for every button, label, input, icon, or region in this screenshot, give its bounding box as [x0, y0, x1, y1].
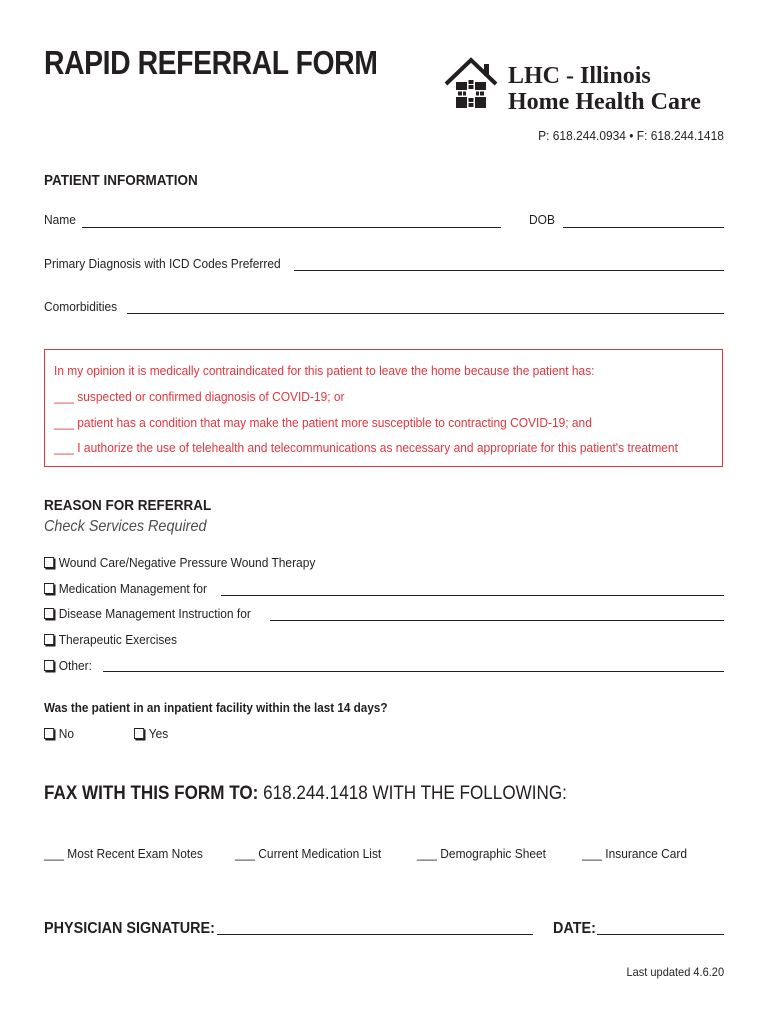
- patient-info-heading: PATIENT INFORMATION: [44, 172, 198, 189]
- inpatient-yes-option[interactable]: Yes: [134, 726, 168, 741]
- service-wound-care[interactable]: Wound Care/Negative Pressure Wound Therapy: [44, 555, 315, 570]
- logo-line-2: Home Health Care: [508, 89, 701, 115]
- diagnosis-field[interactable]: [294, 270, 724, 271]
- service-disease-management[interactable]: Disease Management Instruction for: [44, 606, 251, 621]
- company-logo-text: [508, 63, 701, 115]
- comorbidities-field[interactable]: [127, 313, 724, 314]
- logo-line-1: LHC - Illinois: [508, 63, 651, 89]
- fax-item-medication-list[interactable]: ___ Current Medication List: [235, 846, 382, 861]
- referral-subheading: Check Services Required: [44, 518, 207, 535]
- comorbidities-label: Comorbidities: [44, 299, 118, 314]
- medication-management-field[interactable]: [221, 595, 724, 596]
- fax-instructions: FAX WITH THIS FORM TO: 618.244.1418 WITH THE FOLLOWING:: [44, 783, 567, 804]
- covid-item-telehealth[interactable]: ___ I authorize the use of telehealth and telecommunications as necessary and appropriate for this patient's treatment: [54, 440, 678, 455]
- covid-intro: In my opinion it is medically contraindicated for this patient to leave the home because the patient has:: [54, 363, 595, 378]
- fax-item-insurance-card[interactable]: ___ Insurance Card: [582, 846, 688, 861]
- covid-item-susceptible[interactable]: ___ patient has a condition that may make the patient more susceptible to contracting COVID-19; and: [54, 415, 592, 430]
- referral-heading: REASON FOR REFERRAL: [44, 497, 212, 514]
- fax-item-exam-notes[interactable]: ___ Most Recent Exam Notes: [44, 846, 203, 861]
- other-service-field[interactable]: [103, 671, 724, 672]
- dob-label: DOB: [529, 212, 555, 227]
- covid-item-suspected[interactable]: ___ suspected or confirmed diagnosis of COVID-19; or: [54, 389, 345, 404]
- service-other[interactable]: Other:: [44, 658, 92, 673]
- physician-signature-field[interactable]: [217, 934, 533, 935]
- date-label: DATE:: [553, 920, 596, 937]
- service-medication-management[interactable]: Medication Management for: [44, 581, 207, 596]
- diagnosis-label: Primary Diagnosis with ICD Codes Preferred: [44, 256, 281, 271]
- name-field[interactable]: [82, 227, 501, 228]
- date-field[interactable]: [597, 934, 724, 935]
- physician-signature-label: PHYSICIAN SIGNATURE:: [44, 920, 215, 937]
- last-updated: Last updated 4.6.20: [626, 965, 724, 979]
- checkbox-icon[interactable]: [134, 728, 144, 739]
- fax-item-demographic-sheet[interactable]: ___ Demographic Sheet: [417, 846, 546, 861]
- checkbox-icon[interactable]: [44, 583, 54, 594]
- dob-field[interactable]: [563, 227, 724, 228]
- contact-numbers: P: 618.244.0934 • F: 618.244.1418: [538, 128, 724, 143]
- house-cross-logo-icon: [444, 56, 498, 110]
- checkbox-icon[interactable]: [44, 608, 54, 619]
- name-label: Name: [44, 212, 76, 227]
- inpatient-question: Was the patient in an inpatient facility within the last 14 days?: [44, 700, 388, 715]
- checkbox-icon[interactable]: [44, 660, 54, 671]
- disease-management-field[interactable]: [270, 620, 724, 621]
- inpatient-no-option[interactable]: No: [44, 726, 74, 741]
- checkbox-icon[interactable]: [44, 634, 54, 645]
- form-title: RAPID REFERRAL FORM: [44, 44, 378, 81]
- checkbox-icon[interactable]: [44, 557, 54, 568]
- checkbox-icon[interactable]: [44, 728, 54, 739]
- service-therapeutic-exercises[interactable]: Therapeutic Exercises: [44, 632, 177, 647]
